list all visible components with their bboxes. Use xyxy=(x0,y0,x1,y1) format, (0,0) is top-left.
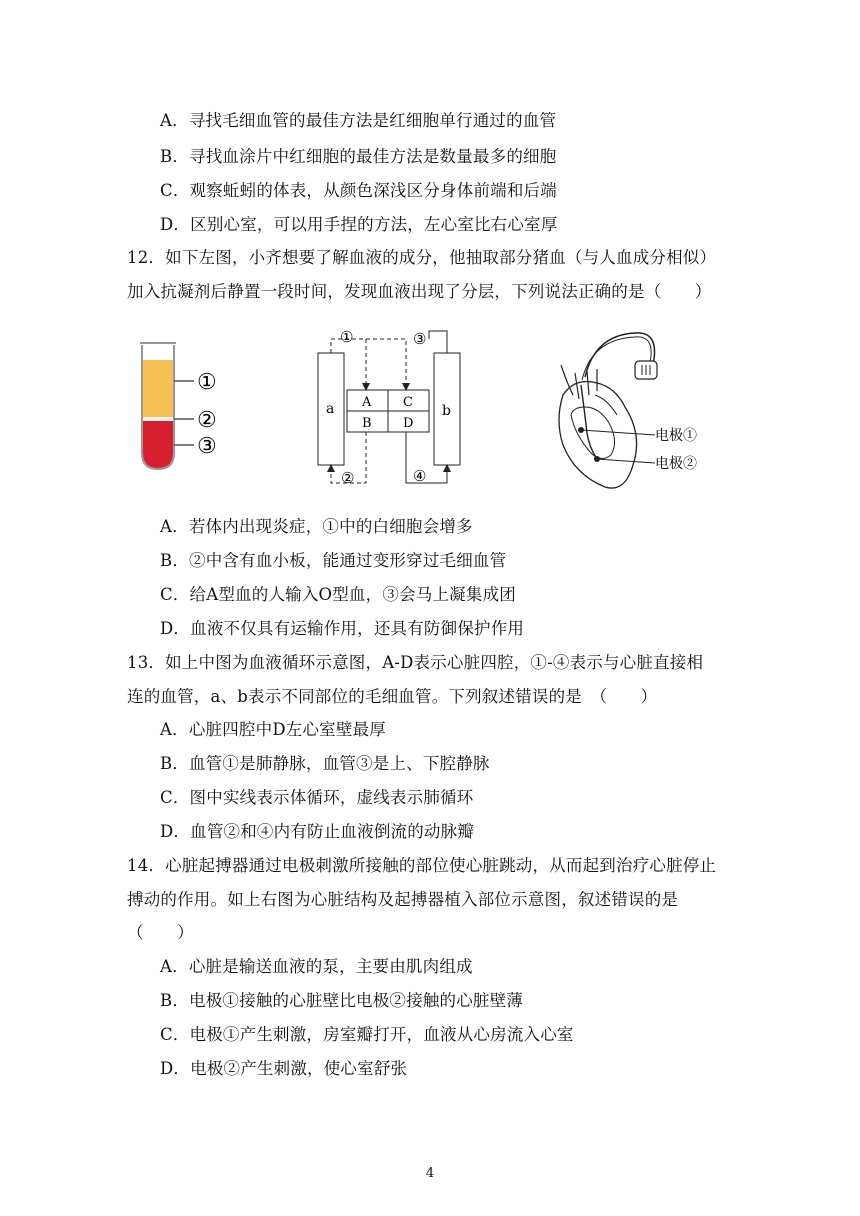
circulation-diagram xyxy=(310,325,470,495)
q11-option-b: B．寻找血涂片中红细胞的最佳方法是数量最多的细胞 xyxy=(160,147,557,166)
q11-option-a: A．寻找毛细血管的最佳方法是红细胞单行通过的血管 xyxy=(160,111,557,130)
plasma-layer xyxy=(143,360,173,417)
vessel-label-1: ① xyxy=(340,328,354,346)
tube-label-3: ③ xyxy=(197,434,217,459)
electrode-1-label: 电极① xyxy=(655,428,697,444)
q14-option-b: B．电极①接触的心脏壁比电极②接触的心脏壁薄 xyxy=(160,991,524,1010)
q14-stem-line-3: （ ） xyxy=(127,923,194,942)
q12-stem-line-2: 加入抗凝剂后静置一段时间，发现血液出现了分层，下列说法正确的是（ ） xyxy=(127,282,712,301)
middle-layer xyxy=(143,417,173,421)
heart-pacemaker-figure xyxy=(545,325,715,495)
chamber-b: B xyxy=(362,416,372,431)
electrode-2-label: 电极② xyxy=(655,456,697,472)
q12-option-d: D．血液不仅具有运输作用，还具有防御保护作用 xyxy=(160,619,525,638)
q13-option-c: C．图中实线表示体循环，虚线表示肺循环 xyxy=(160,788,474,807)
vessel-label-3: ③ xyxy=(413,330,427,348)
q13-stem-line-2: 连的血管，a、b表示不同部位的毛细血管。下列叙述错误的是 （ ） xyxy=(127,687,658,706)
tube-label-1: ① xyxy=(197,370,217,395)
q12-stem-line-1: 12．如下左图，小齐想要了解血液的成分，他抽取部分猪血（与人血成分相似） xyxy=(127,248,717,267)
capillary-a-label: a xyxy=(326,401,335,417)
q14-option-d: D．电极②产生刺激，使心室舒张 xyxy=(160,1059,408,1078)
page-number: 4 xyxy=(425,1166,435,1181)
q14-stem-line-2: 搏动的作用。如上右图为心脏结构及起搏器植入部位示意图，叙述错误的是 xyxy=(127,890,679,909)
capillary-b-label: b xyxy=(442,403,451,419)
q13-option-b: B．血管①是肺静脉，血管③是上、下腔静脉 xyxy=(160,754,490,773)
q14-stem-line-1: 14．心脏起搏器通过电极刺激所接触的部位使心脏跳动，从而起到治疗心脏停止 xyxy=(127,856,717,875)
test-tube-figure xyxy=(130,335,240,475)
chamber-d: D xyxy=(403,416,414,431)
q13-option-d: D．血管②和④内有防止血液倒流的动脉瓣 xyxy=(160,822,475,841)
q11-option-d: D．区别心室，可以用手捏的方法，左心室比右心室厚 xyxy=(160,215,558,234)
q12-option-b: B．②中含有血小板，能通过变形穿过毛细血管 xyxy=(160,551,507,570)
q12-option-a: A．若体内出现炎症，①中的白细胞会增多 xyxy=(160,517,473,536)
chamber-c: C xyxy=(403,395,413,410)
q14-option-c: C．电极①产生刺激，房室瓣打开，血液从心房流入心室 xyxy=(160,1025,574,1044)
tube-label-2: ② xyxy=(197,408,217,433)
q12-option-c: C．给A型血的人输入O型血，③会马上凝集成团 xyxy=(160,585,516,604)
q13-stem-line-1: 13．如上中图为血液循环示意图，A-D表示心脏四腔，①-④表示与心脏直接相 xyxy=(127,653,704,672)
q13-option-a: A．心脏四腔中D左心室壁最厚 xyxy=(160,720,386,739)
red-cell-layer xyxy=(143,421,173,468)
vessel-label-4: ④ xyxy=(413,467,427,485)
chamber-a: A xyxy=(362,395,372,410)
q14-option-a: A．心脏是输送血液的泵，主要由肌肉组成 xyxy=(160,957,473,976)
q11-option-c: C．观察蚯蚓的体表，从颜色深浅区分身体前端和后端 xyxy=(160,181,557,200)
vessel-label-2: ② xyxy=(341,469,355,487)
